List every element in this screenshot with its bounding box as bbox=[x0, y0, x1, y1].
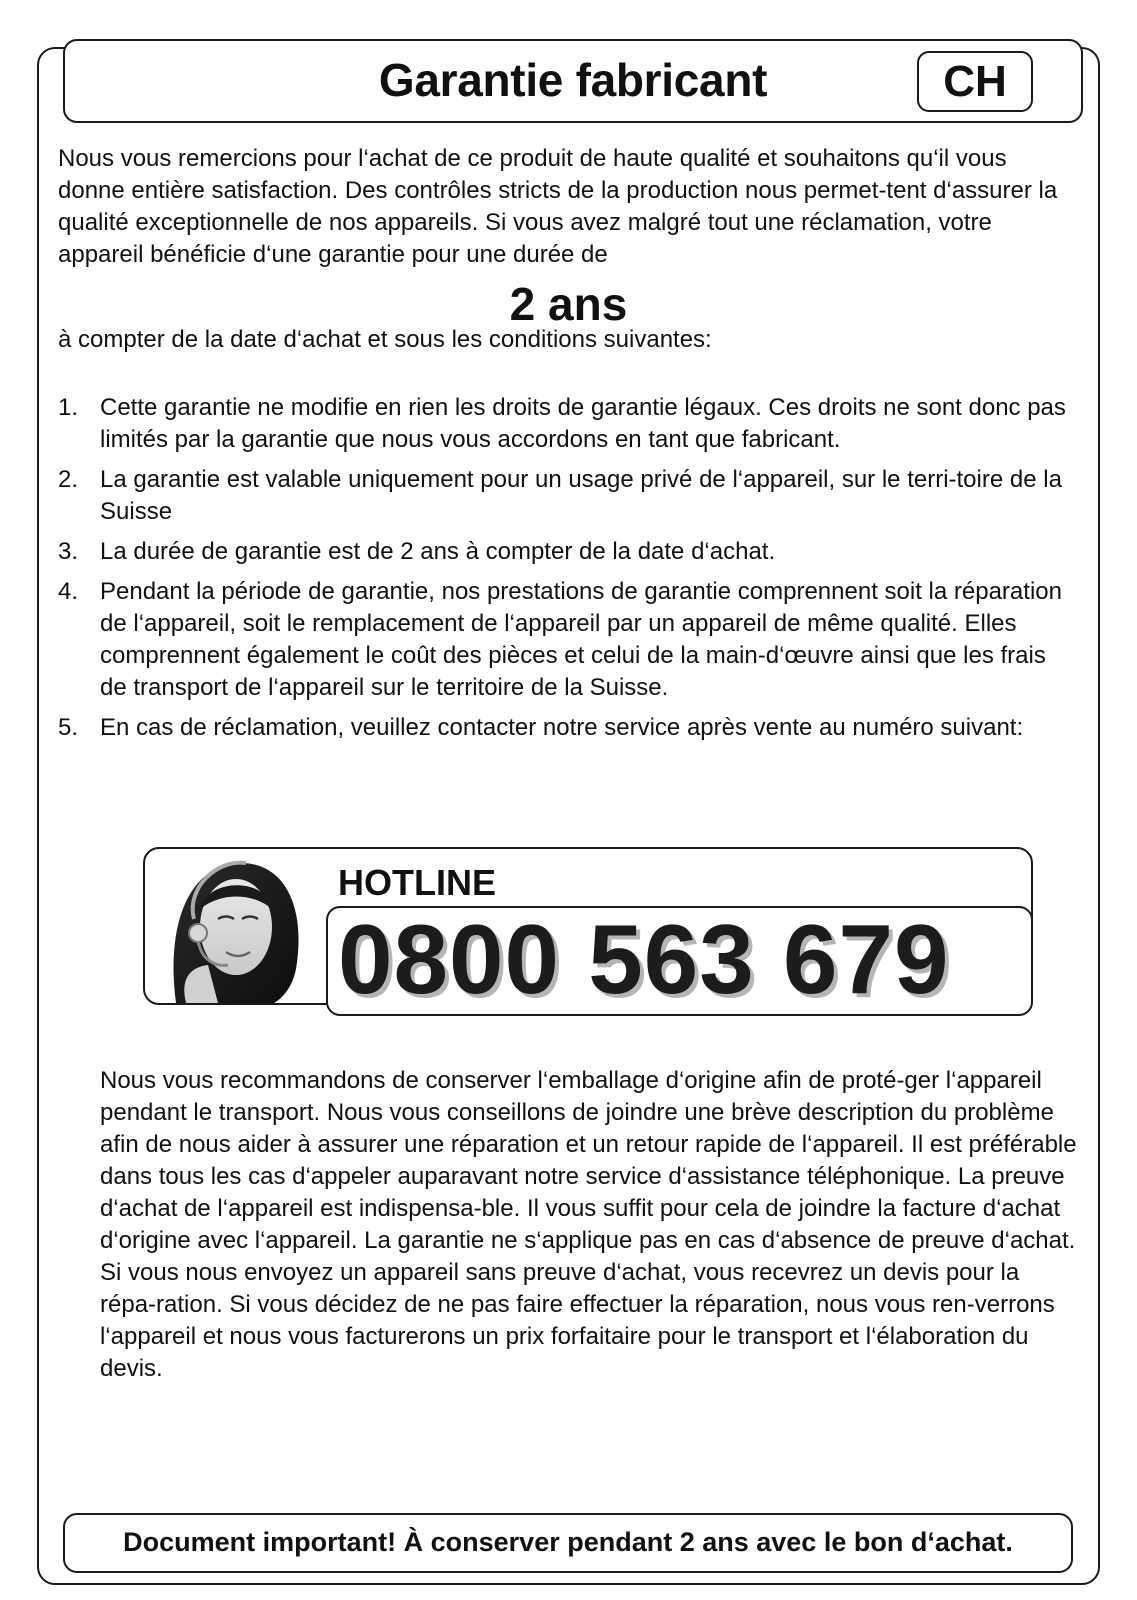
warranty-duration: 2 ans bbox=[509, 278, 628, 330]
list-item bbox=[58, 576, 1068, 704]
hotline-label: HOTLINE bbox=[338, 862, 496, 903]
list-text: La garantie est valable uniquement pour un usage privé de l‘appareil, sur le terri-toire de la Suisse bbox=[100, 466, 1062, 525]
conditions-list bbox=[58, 392, 1068, 752]
list-number: 5. bbox=[58, 714, 79, 741]
list-item bbox=[58, 392, 1068, 456]
list-text: Pendant la période de garantie, nos prestations de garantie comprennent soit la réparation de l‘appareil, soit le remplacement de l‘appareil par un appareil de même qualité. Elles comprennent également le coût des pièces et celui de la main-d‘œuvre ainsi que les frais de transport de l‘appareil sur le territoire de la Suisse. bbox=[100, 578, 1062, 701]
list-number: 3. bbox=[58, 538, 79, 565]
list-text: Cette garantie ne modifie en rien les droits de garantie légaux. Ces droits ne sont donc pas limités par la garantie que nous vous accordons en tant que fabricant. bbox=[100, 394, 1066, 453]
conditions-intro: à compter de la date d‘achat et sous les conditions suivantes: bbox=[58, 326, 712, 353]
intro-paragraph: Nous vous remercions pour l‘achat de ce produit de haute qualité et souhaitons qu‘il vous donne entière satisfaction. Des contrôles stricts de la production nous permet-tent d‘assurer la qualité exceptionnelle de nos appareils. Si vous avez malgré tout une réclamation, votre appareil bénéficie d‘une garantie pour une durée de bbox=[58, 145, 1058, 268]
footer-note: Document important! À conserver pendant 2 ans avec le bon d‘achat. bbox=[123, 1527, 1013, 1557]
page-title: Garantie fabricant bbox=[378, 54, 768, 106]
support-agent-headset-icon bbox=[146, 849, 326, 1003]
list-text: En cas de réclamation, veuillez contacter notre service après vente au numéro suivant: bbox=[100, 714, 1024, 741]
list-number: 2. bbox=[58, 466, 79, 493]
list-number: 4. bbox=[58, 578, 79, 605]
country-badge: CH bbox=[917, 51, 1033, 112]
list-item bbox=[58, 536, 1068, 568]
list-number: 1. bbox=[58, 394, 79, 421]
list-item bbox=[58, 712, 1068, 744]
hotline-number: 0800 563 679 bbox=[338, 904, 950, 1014]
closing-paragraph: Nous vous recommandons de conserver l‘emballage d‘origine afin de proté-ger l‘appareil pendant le transport. Nous vous conseillons de joindre une brève description du problème afin de nous aider à assurer une réparation et un retour rapide de l‘appareil. Il est préférable dans tous les cas d‘appeler auparavant notre service d‘assistance téléphonique. La preuve d‘achat de l‘appareil est indispensa-ble. Il vous suffit pour cela de joindre la facture d‘achat d‘origine avec l‘appareil. La garantie ne s‘applique pas en cas d‘absence de preuve d‘achat. Si vous nous envoyez un appareil sans preuve d‘achat, vous recevrez un devis pour la répa-ration. Si vous décidez de ne pas faire effectuer la réparation, nous vous ren-verrons l‘appareil et nous vous facturerons un prix forfaitaire pour le transport et l‘élaboration du devis. bbox=[100, 1067, 1077, 1382]
footer-box bbox=[63, 1513, 1073, 1573]
list-item bbox=[58, 464, 1068, 528]
list-text: La durée de garantie est de 2 ans à compter de la date d‘achat. bbox=[100, 538, 776, 565]
